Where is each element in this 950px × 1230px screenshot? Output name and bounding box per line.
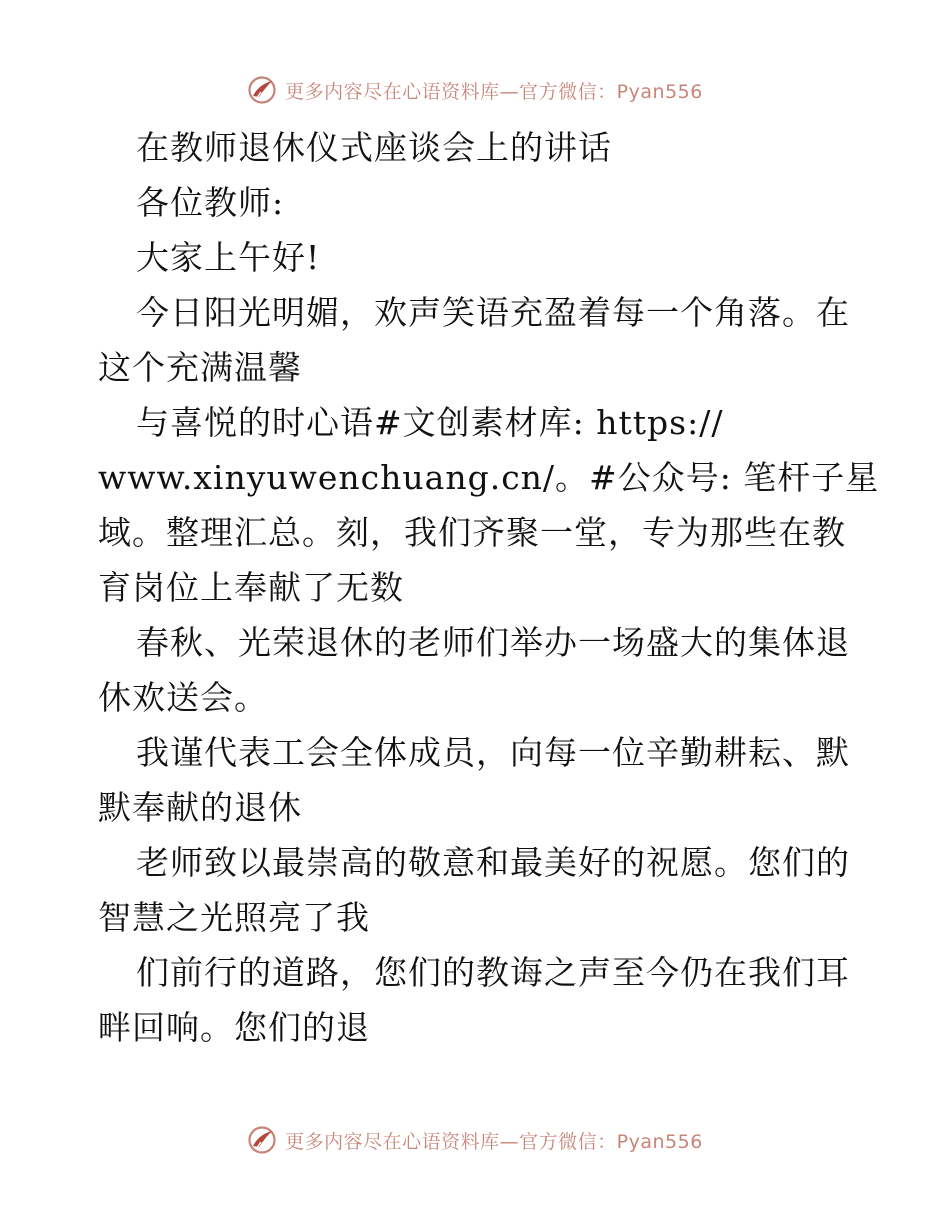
paragraph-line: 域。整理汇总。刻，我们齐聚一堂，专为那些在教 xyxy=(98,513,846,552)
brand-logo-icon xyxy=(247,75,277,105)
header-watermark-text: 更多内容尽在心语资料库—官方微信：Pyan556 xyxy=(285,80,703,103)
document-body xyxy=(98,120,880,1055)
paragraph-line: 们前行的道路，您们的教诲之声至今仍在我们耳 xyxy=(136,953,850,992)
paragraph-line: 休欢送会。 xyxy=(98,678,268,717)
paragraph-line: 我谨代表工会全体成员，向每一位辛勤耕耘、默 xyxy=(136,733,850,772)
paragraph-line: 春秋、光荣退休的老师们举办一场盛大的集体退 xyxy=(136,623,850,662)
paragraph-line: 与喜悦的时心语#文创素材库: https:// xyxy=(136,403,724,442)
paragraph-line: 默奉献的退休 xyxy=(98,788,302,827)
paragraph-line: www.xinyuwenchuang.cn/。#公众号: 笔杆子星 xyxy=(98,458,880,497)
greeting: 大家上午好! xyxy=(136,238,321,277)
brand-logo-icon xyxy=(247,1125,277,1155)
paragraph-line: 这个充满温馨 xyxy=(98,348,302,387)
footer-watermark-text: 更多内容尽在心语资料库—官方微信：Pyan556 xyxy=(285,1130,703,1153)
paragraph-line: 智慧之光照亮了我 xyxy=(98,898,370,937)
header-watermark xyxy=(0,70,950,110)
document-title: 在教师退休仪式座谈会上的讲话 xyxy=(136,128,612,167)
footer-watermark xyxy=(0,1120,950,1160)
paragraph-line: 今日阳光明媚，欢声笑语充盈着每一个角落。在 xyxy=(136,293,850,332)
salutation: 各位教师: xyxy=(136,183,285,222)
paragraph-line: 老师致以最崇高的敬意和最美好的祝愿。您们的 xyxy=(136,843,850,882)
paragraph-line: 畔回响。您们的退 xyxy=(98,1008,370,1047)
paragraph-line: 育岗位上奉献了无数 xyxy=(98,568,404,607)
